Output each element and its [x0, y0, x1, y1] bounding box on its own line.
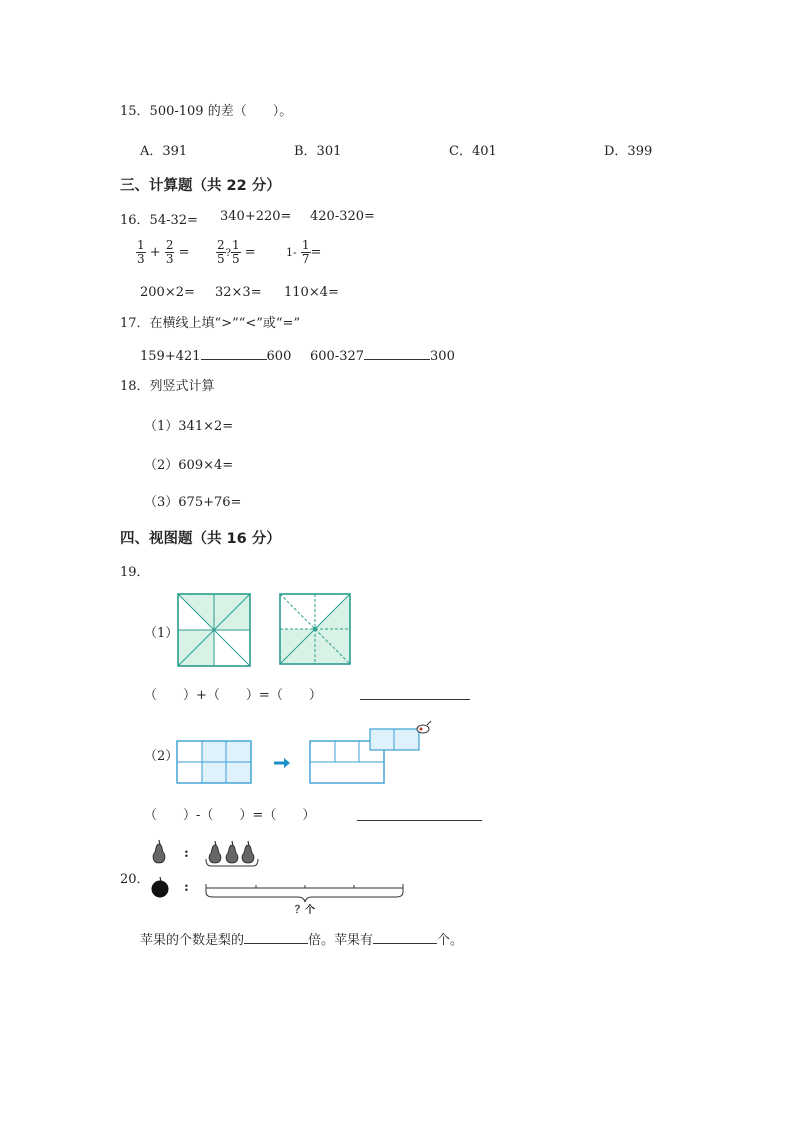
q17-stem: 17．在横线上填“>”“<”或“=” — [120, 316, 301, 331]
mouse-cursor-icon — [417, 721, 431, 733]
right-arrow-icon — [274, 758, 290, 768]
q18-item-1: （1）341×2= — [144, 419, 234, 434]
q19-part1-label: （1） — [144, 626, 179, 641]
right-value: 300 — [430, 349, 455, 364]
q19-part1-expression — [144, 684, 322, 703]
diagonal-line — [280, 594, 315, 629]
answer-blank[interactable] — [364, 347, 430, 360]
answer-blank[interactable] — [373, 931, 437, 944]
rectangle-diagram-left — [177, 741, 251, 783]
left-expr: 600-327 — [310, 349, 365, 364]
operator: + — [149, 245, 161, 260]
denominator: 5 — [217, 252, 225, 266]
bracket-label: ？个 — [295, 905, 315, 916]
q16-fraction-expr-1 — [136, 239, 190, 266]
sentence-part: 苹果的个数是梨的 — [140, 933, 245, 948]
answer-blank[interactable] — [244, 931, 308, 944]
numerator: 1 — [232, 238, 240, 252]
q15-option-a[interactable]: A．391 — [140, 144, 188, 159]
numerator: 2 — [217, 238, 225, 252]
paren-close: ） — [302, 808, 316, 823]
minus-sign: ）-（ — [183, 808, 214, 823]
q19-part2-expression — [144, 804, 315, 823]
apple-icon — [150, 876, 170, 898]
numerator: 2 — [165, 238, 174, 252]
q16-fraction-expr-2 — [216, 239, 256, 266]
q17-item-1 — [140, 347, 291, 364]
q15-option-d[interactable]: D．399 — [604, 144, 653, 159]
q16-expr-4: 200×2= — [140, 285, 195, 300]
right-value: 600 — [266, 349, 292, 364]
section-4-title: 四、视图题（共 16 分） — [120, 531, 281, 547]
square-diagram-left — [178, 594, 250, 666]
paren-close: ） — [308, 688, 322, 703]
q16-expr-3: 420-320= — [310, 209, 375, 224]
paren-open: （ — [144, 688, 158, 703]
q19-part1-answer-blank[interactable] — [360, 687, 470, 700]
fraction — [301, 239, 311, 266]
rectangle-diagram-right — [310, 720, 440, 786]
q19-part2-answer-blank[interactable] — [357, 808, 482, 821]
q18-stem: 18．列竖式计算 — [120, 379, 215, 394]
pear-colon: : — [184, 846, 189, 861]
equals: = — [244, 245, 256, 260]
prefix: 1- — [286, 246, 297, 259]
center-dot — [313, 627, 317, 631]
pear-icon — [150, 839, 168, 865]
denominator: 3 — [137, 252, 145, 266]
fraction — [231, 239, 241, 266]
q16-fraction-expr-3 — [286, 239, 321, 266]
q15-option-c[interactable]: C．401 — [449, 144, 497, 159]
answer-blank[interactable] — [201, 347, 267, 360]
q17-item-2 — [310, 347, 455, 364]
three-pears-group — [205, 840, 259, 868]
section-3-title: 三、计算题（共 22 分） — [120, 178, 281, 194]
q16-expr-5: 32×3= — [215, 285, 262, 300]
denominator: 5 — [232, 252, 240, 266]
q19-number: 19． — [120, 565, 150, 580]
pear-icon — [242, 841, 254, 863]
operator: ? — [225, 248, 232, 259]
numerator: 1 — [137, 238, 145, 252]
pear-icon — [226, 841, 238, 863]
q16-expr-1: 16．54-32= — [120, 213, 198, 228]
sentence-part: 个。 — [437, 933, 464, 948]
denominator: 3 — [165, 252, 174, 266]
equals-sign: ）=（ — [245, 688, 283, 703]
plus-sign: ）+（ — [183, 688, 220, 703]
fraction — [136, 239, 146, 266]
equals-sign: ）=（ — [239, 808, 277, 823]
paren-open: （ — [144, 808, 158, 823]
fraction — [216, 239, 226, 266]
fraction — [165, 239, 175, 266]
numerator: 1 — [301, 238, 310, 252]
equals: = — [178, 245, 190, 260]
denominator: 7 — [301, 252, 310, 266]
q15-option-b[interactable]: B．301 — [294, 144, 342, 159]
q18-item-3: （3）675+76= — [144, 495, 242, 510]
square-diagram-right — [280, 594, 350, 664]
q16-expr-6: 110×4= — [284, 285, 339, 300]
equals: = — [310, 245, 322, 260]
q20-number: 20． — [120, 872, 150, 887]
q16-expr-2: 340+220= — [220, 209, 292, 224]
q19-part2-label: （2） — [144, 749, 179, 764]
q15-stem: 15．500-109 的差（ ）。 — [120, 104, 293, 119]
left-expr: 159+421 — [140, 349, 201, 364]
pear-icon — [209, 841, 221, 863]
q20-sentence — [140, 929, 463, 948]
sentence-part: 倍。苹果有 — [308, 933, 374, 948]
q18-item-2: （2）609×4= — [144, 458, 234, 473]
apple-colon: : — [184, 880, 189, 895]
